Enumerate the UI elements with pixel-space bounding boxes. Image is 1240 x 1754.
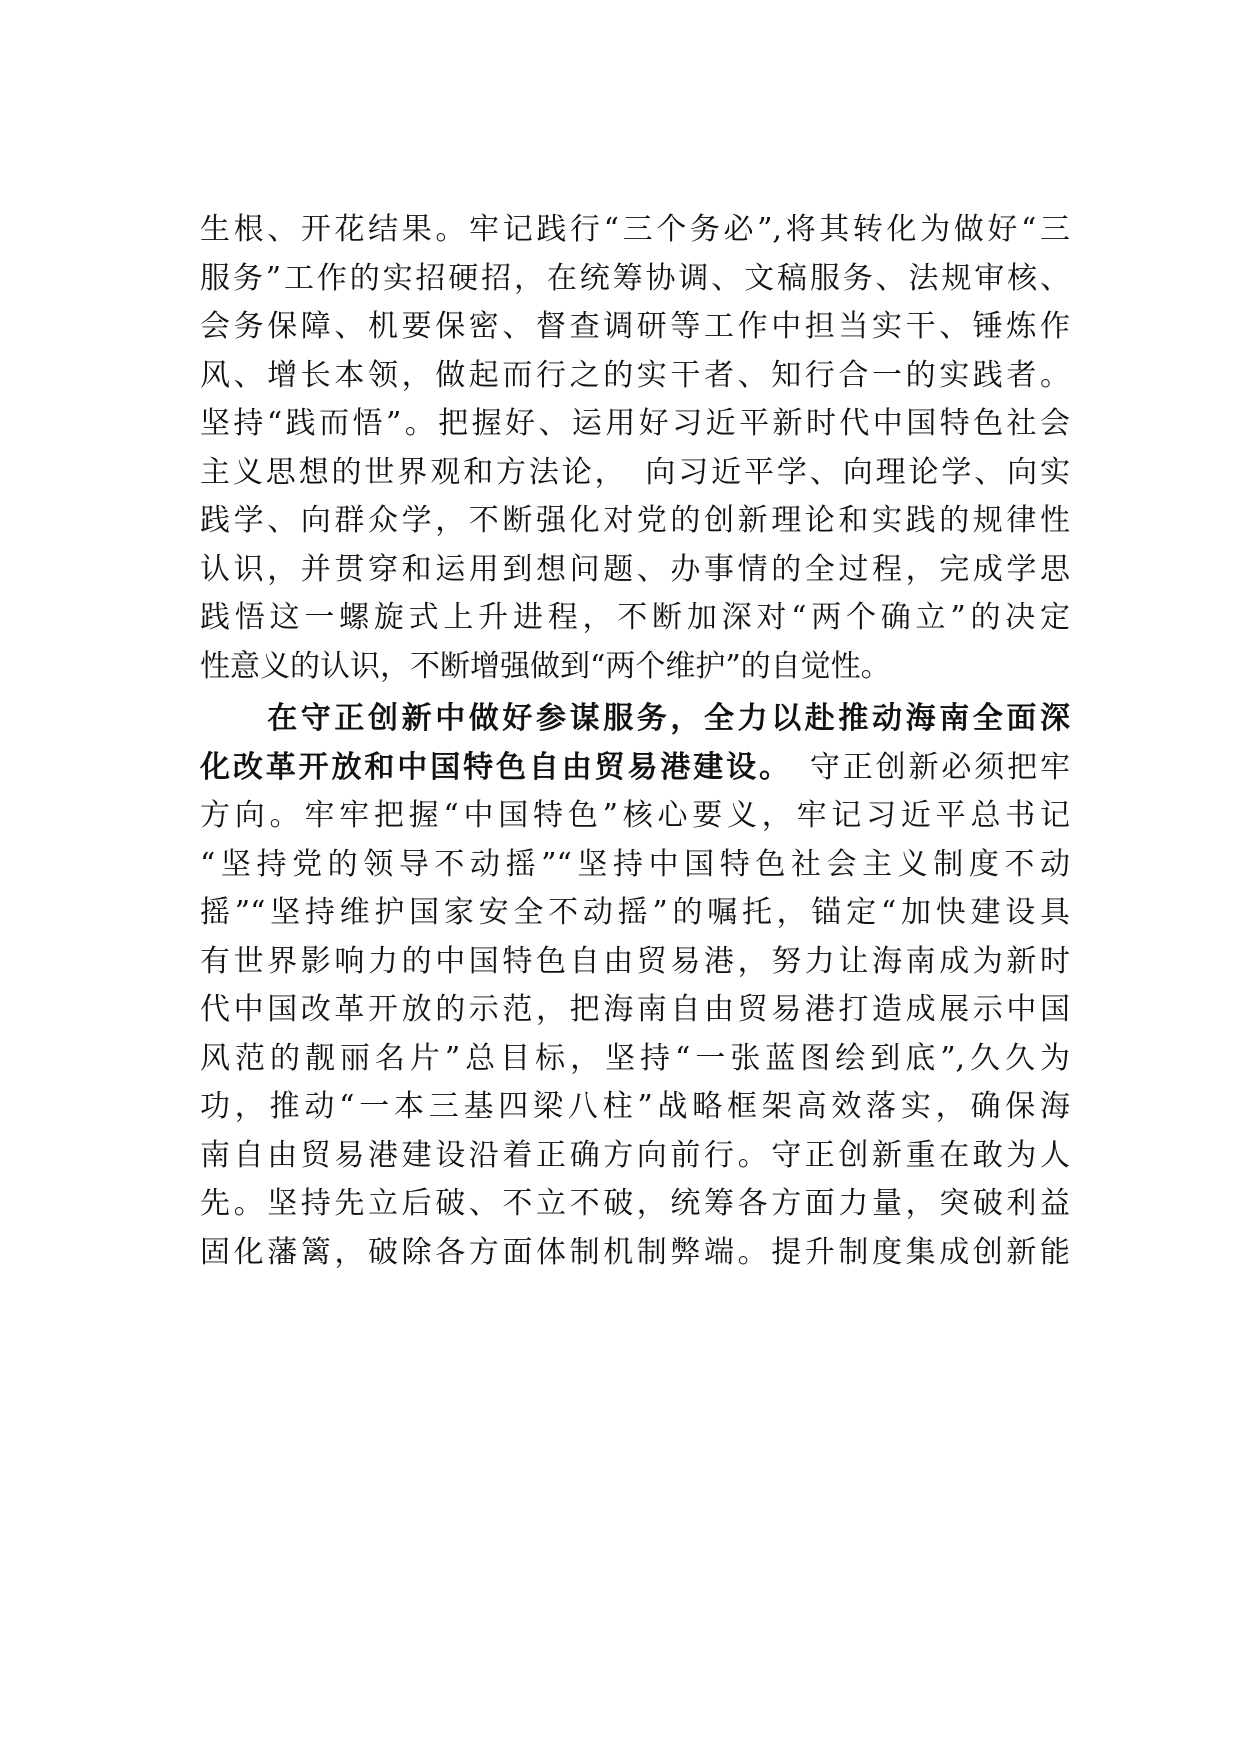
line-text: 风、增长本领，做起而行之的实干者、知行合一的实践者。 — [200, 357, 1070, 393]
line-text: 坚持“践而悟”。把握好、运用好习近平新时代中国特色社会 — [200, 406, 1070, 441]
text-line — [200, 1180, 1070, 1229]
text-line — [200, 1229, 1070, 1278]
text-line — [200, 695, 1070, 744]
line-text: 践悟这一螺旋式上升进程，不断加深对“两个确立”的决定 — [200, 600, 1070, 635]
text-line — [200, 938, 1070, 987]
text-line — [200, 1132, 1070, 1181]
text-line — [200, 1035, 1070, 1084]
line-text: 摇”“坚持维护国家安全不动摇”的嘱托，锚定“加快建设具 — [200, 895, 1070, 930]
text-line — [200, 303, 1070, 352]
text-line — [200, 546, 1070, 595]
line-text: 先。坚持先立后破、不立不破，统筹各方面力量，突破利益 — [200, 1186, 1070, 1221]
line-text: 主义思想的世界观和方法论， 向习近平学、向理论学、向实 — [200, 454, 1070, 490]
paragraph-1 — [200, 206, 1070, 691]
line-text: 守正创新必须把牢 — [776, 749, 1070, 785]
text-line — [200, 986, 1070, 1035]
line-text: “坚持党的领导不动摇”“坚持中国特色社会主义制度不动 — [200, 846, 1070, 882]
text-line — [200, 744, 1070, 793]
text-line — [200, 594, 1070, 643]
line-text: 方向。牢牢把握“中国特色”核心要义，牢记习近平总书记 — [200, 798, 1070, 833]
paragraph-2 — [200, 695, 1070, 1277]
line-text: 践学、向群众学，不断强化对党的创新理论和实践的规律性 — [200, 503, 1070, 538]
line-text: 代中国改革开放的示范，把海南自由贸易港打造成展示中国 — [200, 992, 1070, 1027]
line-text: 风范的靓丽名片”总目标，坚持“一张蓝图绘到底”,久久为 — [200, 1040, 1070, 1076]
text-line — [200, 352, 1070, 401]
line-text: 认识，并贯穿和运用到想问题、办事情的全过程，完成学思 — [200, 551, 1070, 587]
line-text: 南自由贸易港建设沿着正确方向前行。守正创新重在敢为人 — [200, 1137, 1070, 1173]
line-text: 服务”工作的实招硬招，在统筹协调、文稿服务、法规审核、 — [200, 260, 1070, 296]
text-line — [200, 449, 1070, 498]
text-line — [200, 400, 1070, 449]
text-line — [200, 792, 1070, 841]
line-text: 性意义的认识，不断增强做到“两个维护”的自觉性。 — [200, 648, 891, 684]
text-line — [200, 643, 1070, 692]
bold-heading-text: 在守正创新中做好参谋服务，全力以赴推动海南全面深 — [200, 701, 1070, 736]
text-line — [200, 1083, 1070, 1132]
text-line — [200, 497, 1070, 546]
line-text: 有世界影响力的中国特色自由贸易港，努力让海南成为新时 — [200, 943, 1070, 979]
text-line — [200, 255, 1070, 304]
text-line — [200, 889, 1070, 938]
text-line — [200, 841, 1070, 890]
bold-heading-text: 化改革开放和中国特色自由贸易港建设。 — [200, 749, 777, 785]
document-body — [200, 206, 1070, 1277]
line-text: 固化藩篱，破除各方面体制机制弊端。提升制度集成创新能 — [200, 1234, 1070, 1270]
line-text: 会务保障、机要保密、督查调研等工作中担当实干、锤炼作 — [200, 309, 1070, 344]
text-line — [200, 206, 1070, 255]
line-text: 功，推动“一本三基四梁八柱”战略框架高效落实，确保海 — [200, 1089, 1070, 1124]
line-text: 生根、开花结果。牢记践行“三个务必”,将其转化为做好“三 — [200, 212, 1070, 247]
